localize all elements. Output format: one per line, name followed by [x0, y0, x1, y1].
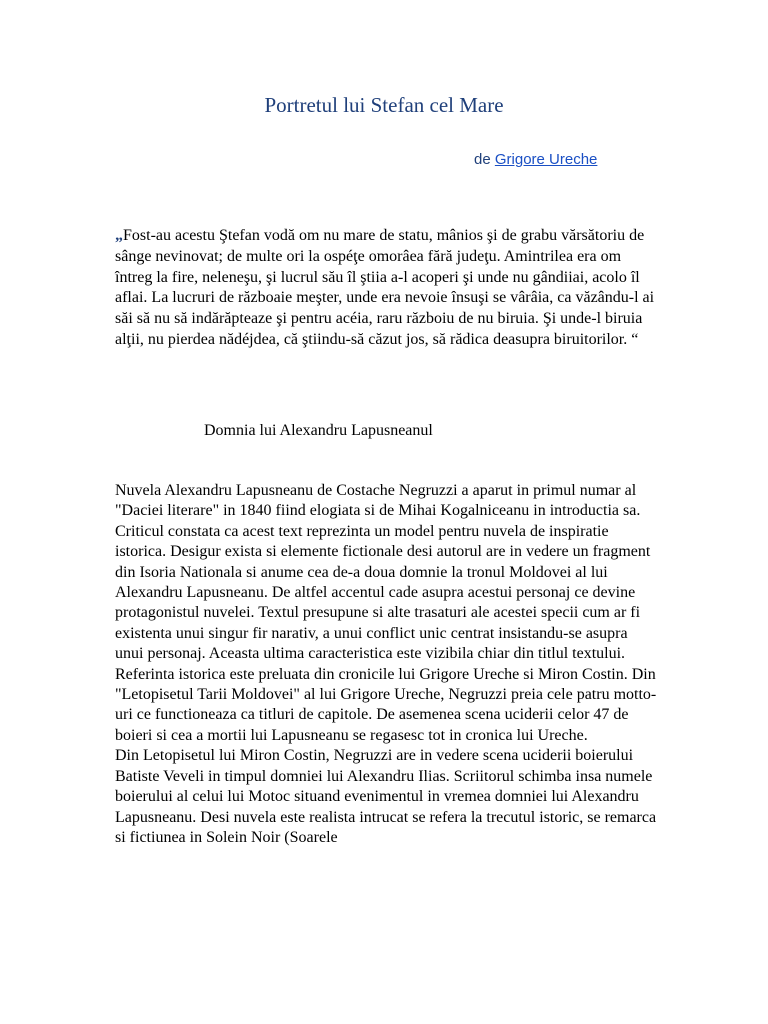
byline-prefix: de: [474, 151, 491, 168]
author-link[interactable]: Grigore Ureche: [494, 151, 598, 168]
chronicle-quote: [115, 226, 660, 351]
document-title: Portretul lui Stefan cel Mare: [264, 93, 504, 117]
quote-open-mark: „: [115, 227, 123, 244]
paragraph-2: Referinta istorica este preluata din cronicile lui Grigore Ureche si Miron Costin. Din "Letopisetul Tarii Moldovei" al lui Grigore Ureche, Negruzzi preia cele patru motto-uri ce functioneaza ca titluri de capitole. De asemenea scena uciderii celor 47 de boieri si cea a mortii lui Lapusneanu se regasesc tot in cronica lui Ureche.: [115, 665, 657, 744]
byline: [474, 151, 597, 169]
paragraph-1: Nuvela Alexandru Lapusneanu de Costache Negruzzi a aparut in primul numar al "Daciei literare" in 1840 fiind elogiata si de Mihai Kogalniceanu in introductia sa. Criticul constata ca acest text reprezinta un model pentru nuvela de inspiratie istorica. Desigur exista si elemente fictionale desi autorul are in vedere un fragment din Isoria Nationala si anume cea de-a doua domnie la tronul Moldovei al lui Alexandru Lapusneanu. De altfel accentul cade asupra acestui personaj ce devine protagonistul nuvelei. Textul presupune si alte trasaturi ale acestei specii cum ar fi existenta unui singur fir narativ, a unui conflict unic centrat insistandu-se asupra unui personaj. Aceasta ultima caracteristica este vizibila chiar din titlul textului.: [115, 482, 651, 663]
paragraph-3: Din Letopisetul lui Miron Costin, Negruzzi are in vedere scena uciderii boierului Batiste Veveli in timpul domniei lui Alexandru Ilias. Scriitorul schimba insa numele boierului al celui lui Motoc situand evenimentul in vremea domniei lui Alexandru Lapusneanu. Desi nuvela este realista intrucat se refera la trecutul istoric, se remarca si fictiunea in Solein Noir (Soarele: [115, 747, 657, 846]
section-heading: Domnia lui Alexandru Lapusneanul: [204, 422, 433, 439]
quote-text: Fost-au acestu Ştefan vodă om nu mare de statu, mânios şi de grabu vărsătoriu de sânge nevinovat; de multe ori la ospéţe omorâea fără judeţu. Amintrilea era om întreg la fire, neleneşu, şi lucrul său îl ştiia a-l acoperi şi unde nu gândiiai, acolo îl aflai. La lucruri de războaie meşter, unde era nevoie însuşi se vârâia, ca văzându-l ai săi să nu să indărăpteaze şi pentru acéia, raru războiu de nu biruia. Şi unde-l biruia alţii, nu pierdea nădéjdea, că ştiindu-să căzut jos, să rădica deasupra biruitorilor. “: [115, 227, 655, 348]
body-text: [115, 481, 660, 848]
